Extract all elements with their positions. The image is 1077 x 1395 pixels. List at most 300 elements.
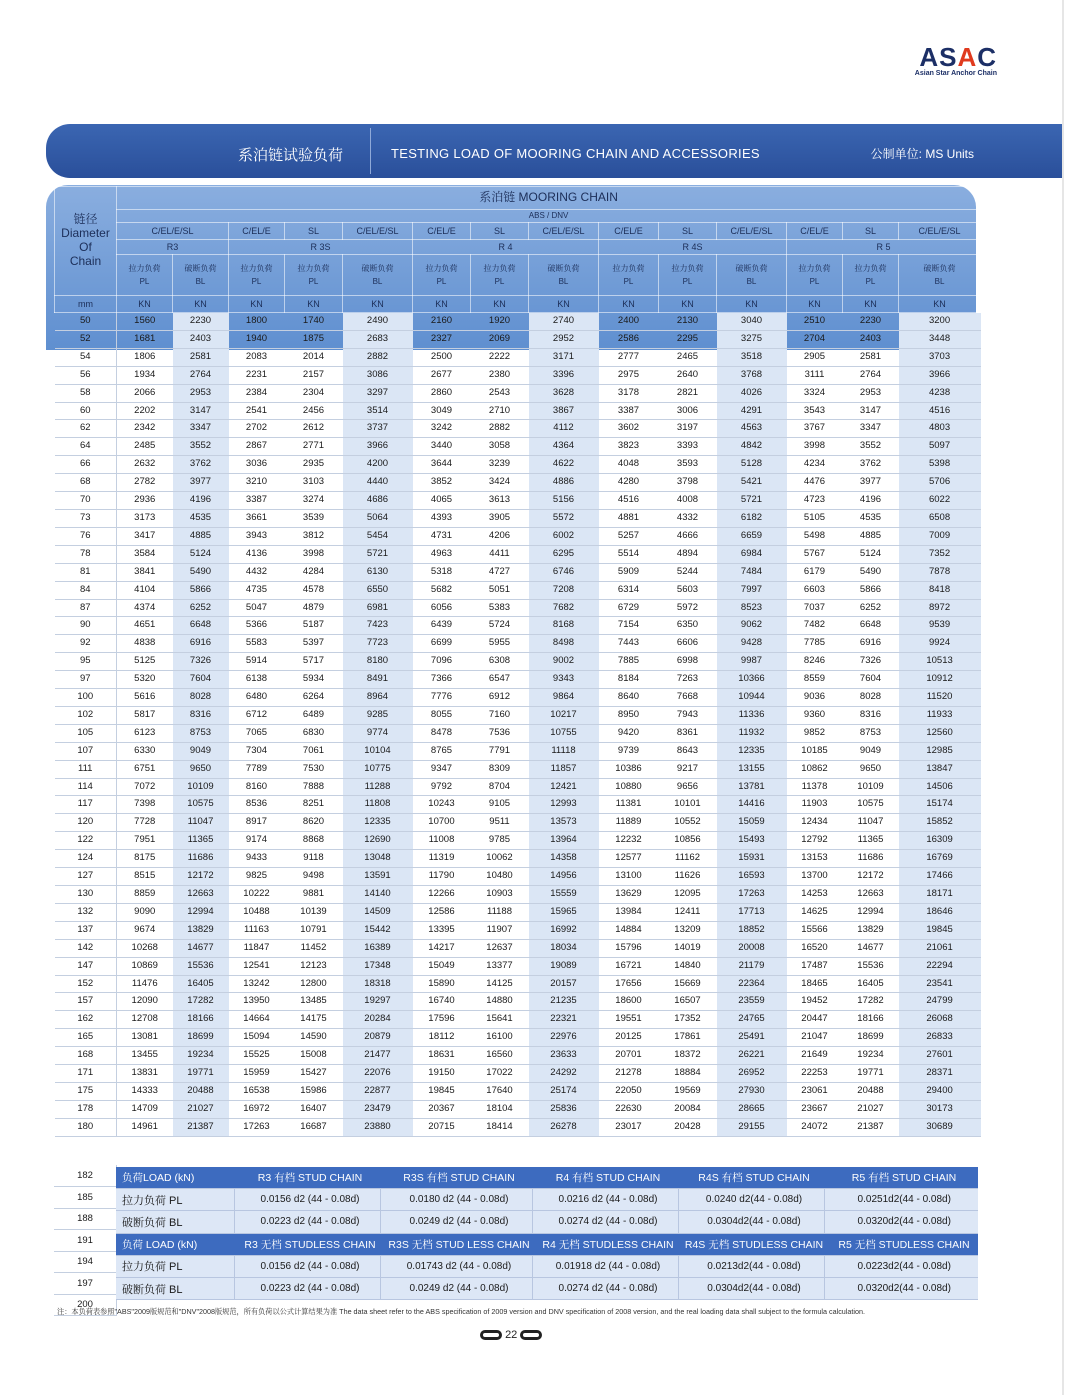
load-cell: 6916: [843, 635, 899, 653]
load-header-label: 负荷 LOAD (kN): [116, 1233, 234, 1255]
load-cell: 8246: [787, 653, 843, 671]
load-cell: 16972: [229, 1100, 285, 1118]
load-cell: 5257: [599, 527, 659, 545]
table-row: [55, 1100, 981, 1118]
load-cell: 4842: [717, 438, 787, 456]
formula-cell: 0.0156 d2 (44 - 0.08d): [234, 1255, 380, 1277]
unit-header: KN: [787, 296, 843, 313]
table-row: [55, 939, 981, 957]
load-cell: 11932: [717, 724, 787, 742]
load-cell: 20008: [717, 939, 787, 957]
load-cell: 17263: [717, 886, 787, 904]
load-cell: 2953: [173, 384, 229, 402]
load-cell: 4136: [229, 545, 285, 563]
load-cell: 7785: [787, 635, 843, 653]
load-cell: 12663: [173, 886, 229, 904]
load-cell: 9285: [343, 706, 413, 724]
table-row: [55, 384, 981, 402]
load-cell: 22630: [599, 1100, 659, 1118]
grade-header: R4S 无档 STUDLESS CHAIN: [678, 1233, 824, 1255]
load-cell: 19845: [899, 921, 981, 939]
diameter-cell: 120: [55, 814, 117, 832]
load-cell: 2683: [343, 330, 413, 348]
table-row: [55, 760, 981, 778]
load-cell: 4374: [117, 599, 173, 617]
load-cell: 22364: [717, 975, 787, 993]
table-row: [55, 850, 981, 868]
load-cell: 2771: [285, 438, 343, 456]
load-cell: 6998: [659, 653, 717, 671]
table-row: [55, 975, 981, 993]
load-cell: 3417: [117, 527, 173, 545]
load-cell: 7682: [529, 599, 599, 617]
unit-header: KN: [659, 296, 717, 313]
diameter-cell: 50: [55, 313, 117, 331]
grade-r3: R3: [117, 240, 229, 255]
load-cell: 3274: [285, 492, 343, 510]
load-type-header: 拉力负荷 PL: [787, 255, 843, 296]
load-cell: 23479: [343, 1100, 413, 1118]
load-cell: 7604: [843, 671, 899, 689]
load-cell: 10791: [285, 921, 343, 939]
load-cell: 4476: [787, 474, 843, 492]
load-cell: 21061: [899, 939, 981, 957]
load-cell: 11476: [117, 975, 173, 993]
load-cell: 2230: [843, 313, 899, 331]
diameter-cell: 90: [55, 617, 117, 635]
load-cell: 20488: [173, 1082, 229, 1100]
load-cell: 12095: [659, 886, 717, 904]
load-cell: 16560: [471, 1047, 529, 1065]
load-cell: 15049: [413, 957, 471, 975]
load-cell: 9792: [413, 778, 471, 796]
load-cell: 14019: [659, 939, 717, 957]
load-type-header: 拉力负荷 PL: [471, 255, 529, 296]
load-cell: 13781: [717, 778, 787, 796]
load-cell: 11365: [173, 832, 229, 850]
stud-formula-header: [116, 1167, 978, 1189]
load-cell: 3762: [173, 456, 229, 474]
load-cell: 2860: [413, 384, 471, 402]
load-cell: 7878: [899, 563, 981, 581]
load-cell: 11933: [899, 706, 981, 724]
load-cell: 13831: [117, 1065, 173, 1083]
load-cell: 7885: [599, 653, 659, 671]
load-cell: 9049: [843, 742, 899, 760]
load-cell: 12985: [899, 742, 981, 760]
table-row: [55, 545, 981, 563]
load-cell: 2069: [471, 330, 529, 348]
load-type-header: 破断负荷 BL: [173, 255, 229, 296]
grade-header: R5 无档 STUDLESS CHAIN: [824, 1233, 978, 1255]
load-cell: 7943: [659, 706, 717, 724]
load-cell: 7443: [599, 635, 659, 653]
load-cell: 8498: [529, 635, 599, 653]
load-cell: 15094: [229, 1029, 285, 1047]
load-cell: 22877: [343, 1082, 413, 1100]
load-cell: 7888: [285, 778, 343, 796]
load-cell: 6439: [413, 617, 471, 635]
table-row: [55, 796, 981, 814]
load-cell: 12690: [343, 832, 413, 850]
load-cell: 2677: [413, 366, 471, 384]
load-cell: 10775: [343, 760, 413, 778]
load-cell: 4048: [599, 456, 659, 474]
load-cell: 5105: [787, 509, 843, 527]
load-cell: 18171: [899, 886, 981, 904]
load-cell: 9360: [787, 706, 843, 724]
chain-link-icon: [520, 1330, 542, 1340]
load-cell: 9062: [717, 617, 787, 635]
table-row: [55, 474, 981, 492]
load-cell: 2066: [117, 384, 173, 402]
diameter-cell: 58: [55, 384, 117, 402]
load-cell: 7326: [173, 653, 229, 671]
formula-cell: 0.0223 d2 (44 - 0.08d): [234, 1211, 380, 1233]
diameter-cell: 171: [55, 1065, 117, 1083]
load-cell: 15427: [285, 1065, 343, 1083]
load-cell: 4291: [717, 402, 787, 420]
load-cell: 7160: [471, 706, 529, 724]
load-cell: 4894: [659, 545, 717, 563]
load-cell: 9656: [659, 778, 717, 796]
load-cell: 1806: [117, 348, 173, 366]
load-cell: 26221: [717, 1047, 787, 1065]
load-type-header: 破断负荷 BL: [899, 255, 981, 296]
table-row: [55, 456, 981, 474]
table-row: [55, 1082, 981, 1100]
load-cell: 4879: [285, 599, 343, 617]
load-cell: 14333: [117, 1082, 173, 1100]
class-header: C/EL/E: [413, 223, 471, 240]
load-cell: 14125: [471, 975, 529, 993]
load-cell: 28371: [899, 1065, 981, 1083]
load-cell: 3943: [229, 527, 285, 545]
load-cell: 5128: [717, 456, 787, 474]
load-cell: 11378: [787, 778, 843, 796]
table-row: [55, 868, 981, 886]
load-cell: 3867: [529, 402, 599, 420]
load-header-label: 负荷LOAD (kN): [116, 1167, 234, 1189]
load-cell: 16687: [285, 1118, 343, 1136]
load-cell: 25491: [717, 1029, 787, 1047]
load-cell: 3628: [529, 384, 599, 402]
formula-cell: 0.0240 d2(44 - 0.08d): [678, 1189, 824, 1211]
load-cell: 8418: [899, 581, 981, 599]
load-cell: 3584: [117, 545, 173, 563]
unit-header: KN: [285, 296, 343, 313]
diameter-cell: 76: [55, 527, 117, 545]
load-cell: 19234: [173, 1047, 229, 1065]
load-cell: 6751: [117, 760, 173, 778]
load-cell: 13155: [717, 760, 787, 778]
load-cell: 3602: [599, 420, 659, 438]
load-cell: 5724: [471, 617, 529, 635]
load-cell: 4112: [529, 420, 599, 438]
load-cell: 4622: [529, 456, 599, 474]
table-row: [55, 599, 981, 617]
load-cell: 22050: [599, 1082, 659, 1100]
load-type-header: 拉力负荷 PL: [843, 255, 899, 296]
load-cell: 6179: [787, 563, 843, 581]
load-cell: 23880: [343, 1118, 413, 1136]
load-cell: 14709: [117, 1100, 173, 1118]
load-cell: 2640: [659, 366, 717, 384]
load-cell: 18884: [659, 1065, 717, 1083]
load-cell: 5914: [229, 653, 285, 671]
unit-header: KN: [899, 296, 981, 313]
table-body: [55, 313, 981, 1137]
load-cell: 3396: [529, 366, 599, 384]
formula-cell: 0.0304d2(44 - 0.08d): [678, 1277, 824, 1299]
load-cell: 7530: [285, 760, 343, 778]
load-cell: 3006: [659, 402, 717, 420]
class-header: SL: [659, 223, 717, 240]
load-cell: 11288: [343, 778, 413, 796]
load-cell: 3171: [529, 348, 599, 366]
load-cell: 2953: [843, 384, 899, 402]
load-cell: 5421: [717, 474, 787, 492]
load-type-header: 拉力负荷 PL: [413, 255, 471, 296]
load-cell: 3424: [471, 474, 529, 492]
load-cell: 4578: [285, 581, 343, 599]
load-cell: 10552: [659, 814, 717, 832]
load-cell: 14590: [285, 1029, 343, 1047]
formula-table: [116, 1167, 978, 1300]
grade-header: R4 无档 STUDLESS CHAIN: [532, 1233, 678, 1255]
load-cell: 3613: [471, 492, 529, 510]
load-cell: 7072: [117, 778, 173, 796]
load-cell: 4666: [659, 527, 717, 545]
load-cell: 12708: [117, 1011, 173, 1029]
load-cell: 13100: [599, 868, 659, 886]
standard-label: ABS / DNV: [117, 210, 981, 223]
load-cell: 2456: [285, 402, 343, 420]
load-cell: 30689: [899, 1118, 981, 1136]
load-cell: 2403: [173, 330, 229, 348]
table-row: [55, 1047, 981, 1065]
load-cell: 23667: [787, 1100, 843, 1118]
load-cell: 8620: [285, 814, 343, 832]
load-cell: 4535: [843, 509, 899, 527]
load-cell: 19089: [529, 957, 599, 975]
load-cell: 11808: [343, 796, 413, 814]
load-cell: 15008: [285, 1047, 343, 1065]
load-cell: 15986: [285, 1082, 343, 1100]
load-cell: 28665: [717, 1100, 787, 1118]
load-cell: 3111: [787, 366, 843, 384]
load-cell: 13242: [229, 975, 285, 993]
load-cell: 3977: [173, 474, 229, 492]
load-cell: 13209: [659, 921, 717, 939]
load-cell: 2975: [599, 366, 659, 384]
load-cell: 27601: [899, 1047, 981, 1065]
load-cell: 4803: [899, 420, 981, 438]
load-cell: 22321: [529, 1011, 599, 1029]
load-cell: 16740: [413, 993, 471, 1011]
load-cell: 5490: [843, 563, 899, 581]
load-cell: 14217: [413, 939, 471, 957]
load-cell: 11790: [413, 868, 471, 886]
diameter-cell: 152: [55, 975, 117, 993]
formula-cell: 0.0304d2(44 - 0.08d): [678, 1211, 824, 1233]
load-cell: 5866: [843, 581, 899, 599]
load-cell: 21047: [787, 1029, 843, 1047]
load-cell: 9343: [529, 671, 599, 689]
pl-label: 拉力负荷 PL: [116, 1255, 234, 1277]
load-cell: 13573: [529, 814, 599, 832]
load-cell: 18631: [413, 1047, 471, 1065]
diameter-cell: 84: [55, 581, 117, 599]
load-cell: 27930: [717, 1082, 787, 1100]
load-cell: 3086: [343, 366, 413, 384]
load-cell: 6550: [343, 581, 413, 599]
load-cell: 6712: [229, 706, 285, 724]
load-cell: 4727: [471, 563, 529, 581]
load-cell: 12421: [529, 778, 599, 796]
load-cell: 9217: [659, 760, 717, 778]
load-cell: 6130: [343, 563, 413, 581]
banner-divider: [370, 128, 371, 174]
unit-header: KN: [173, 296, 229, 313]
load-cell: 2403: [843, 330, 899, 348]
table-row: [55, 366, 981, 384]
load-cell: 5706: [899, 474, 981, 492]
load-cell: 20428: [659, 1118, 717, 1136]
load-cell: 6830: [285, 724, 343, 742]
load-cell: 11047: [173, 814, 229, 832]
grade-header: R4 有档 STUD CHAIN: [532, 1167, 678, 1189]
load-type-header: 破断负荷 BL: [529, 255, 599, 296]
diameter-cell: 105: [55, 724, 117, 742]
load-cell: 2952: [529, 330, 599, 348]
load-cell: 5397: [285, 635, 343, 653]
table-row: [55, 993, 981, 1011]
class-header: SL: [285, 223, 343, 240]
load-cell: 5934: [285, 671, 343, 689]
load-cell: 4065: [413, 492, 471, 510]
load-cell: 11381: [599, 796, 659, 814]
load-cell: 10480: [471, 868, 529, 886]
diameter-cell: 114: [55, 778, 117, 796]
load-cell: 10575: [173, 796, 229, 814]
formula-cell: 0.0320d2(44 - 0.08d): [824, 1277, 978, 1299]
diameter-header: 链径 Diameter Of Chain: [55, 187, 117, 296]
load-cell: 6648: [173, 617, 229, 635]
load-cell: 16520: [787, 939, 843, 957]
formula-cell: 0.0180 d2 (44 - 0.08d): [380, 1189, 532, 1211]
load-cell: 11686: [173, 850, 229, 868]
load-cell: 3823: [599, 438, 659, 456]
load-cell: 5721: [717, 492, 787, 510]
load-cell: 16593: [717, 868, 787, 886]
unit-header: KN: [343, 296, 413, 313]
load-cell: 9674: [117, 921, 173, 939]
load-cell: 13377: [471, 957, 529, 975]
load-cell: 3998: [285, 545, 343, 563]
load-cell: 15669: [659, 975, 717, 993]
diameter-cell: 78: [55, 545, 117, 563]
load-cell: 8523: [717, 599, 787, 617]
load-cell: 7096: [413, 653, 471, 671]
load-cell: 3387: [599, 402, 659, 420]
load-cell: 17348: [343, 957, 413, 975]
load-cell: 2400: [599, 313, 659, 331]
load-cell: 12172: [843, 868, 899, 886]
load-cell: 11188: [471, 903, 529, 921]
load-cell: 15890: [413, 975, 471, 993]
load-cell: 19771: [843, 1065, 899, 1083]
load-cell: 3147: [173, 402, 229, 420]
grade-r5: R 5: [787, 240, 981, 255]
load-cell: 11686: [843, 850, 899, 868]
load-type-header: 拉力负荷 PL: [599, 255, 659, 296]
load-cell: 2935: [285, 456, 343, 474]
load-cell: 21649: [787, 1047, 843, 1065]
load-cell: 4104: [117, 581, 173, 599]
load-type-header: 拉力负荷 PL: [659, 255, 717, 296]
load-cell: 2704: [787, 330, 843, 348]
section-banner: [46, 124, 1062, 178]
formula-cell: 0.0216 d2 (44 - 0.08d): [532, 1189, 678, 1211]
class-header: C/EL/E: [229, 223, 285, 240]
load-cell: 3768: [717, 366, 787, 384]
load-cell: 12411: [659, 903, 717, 921]
load-cell: 5583: [229, 635, 285, 653]
load-cell: 9852: [787, 724, 843, 742]
load-cell: 8536: [229, 796, 285, 814]
diameter-cell: 130: [55, 886, 117, 904]
load-cell: 4723: [787, 492, 843, 510]
table-row: [55, 527, 981, 545]
load-cell: 8316: [843, 706, 899, 724]
load-type-header: 破断负荷 BL: [343, 255, 413, 296]
load-cell: 18600: [599, 993, 659, 1011]
load-cell: 3297: [343, 384, 413, 402]
class-header: SL: [843, 223, 899, 240]
load-cell: 7208: [529, 581, 599, 599]
load-cell: 3242: [413, 420, 471, 438]
table-row: [55, 653, 981, 671]
load-cell: 16769: [899, 850, 981, 868]
load-cell: 23061: [787, 1082, 843, 1100]
load-cell: 16507: [659, 993, 717, 1011]
load-cell: 24072: [787, 1118, 843, 1136]
table-row: [55, 742, 981, 760]
banner-title-cn: 系泊链试验负荷: [238, 147, 344, 164]
load-cell: 9987: [717, 653, 787, 671]
diameter-cell: 64: [55, 438, 117, 456]
grade-header: R3 无档 STUDLESS CHAIN: [234, 1233, 380, 1255]
table-row: [55, 1118, 981, 1136]
load-cell: 12172: [173, 868, 229, 886]
load-cell: 6981: [343, 599, 413, 617]
load-cell: 6314: [599, 581, 659, 599]
load-cell: 6182: [717, 509, 787, 527]
table-row: [55, 1029, 981, 1047]
diameter-cell: 100: [55, 689, 117, 707]
load-cell: 3239: [471, 456, 529, 474]
load-cell: 2740: [529, 313, 599, 331]
table-row: [55, 509, 981, 527]
load-cell: 9105: [471, 796, 529, 814]
load-cell: 11520: [899, 689, 981, 707]
load-type-header: 拉力负荷 PL: [285, 255, 343, 296]
load-cell: 11626: [659, 868, 717, 886]
load-cell: 4432: [229, 563, 285, 581]
table-row: [55, 832, 981, 850]
load-cell: 16992: [529, 921, 599, 939]
